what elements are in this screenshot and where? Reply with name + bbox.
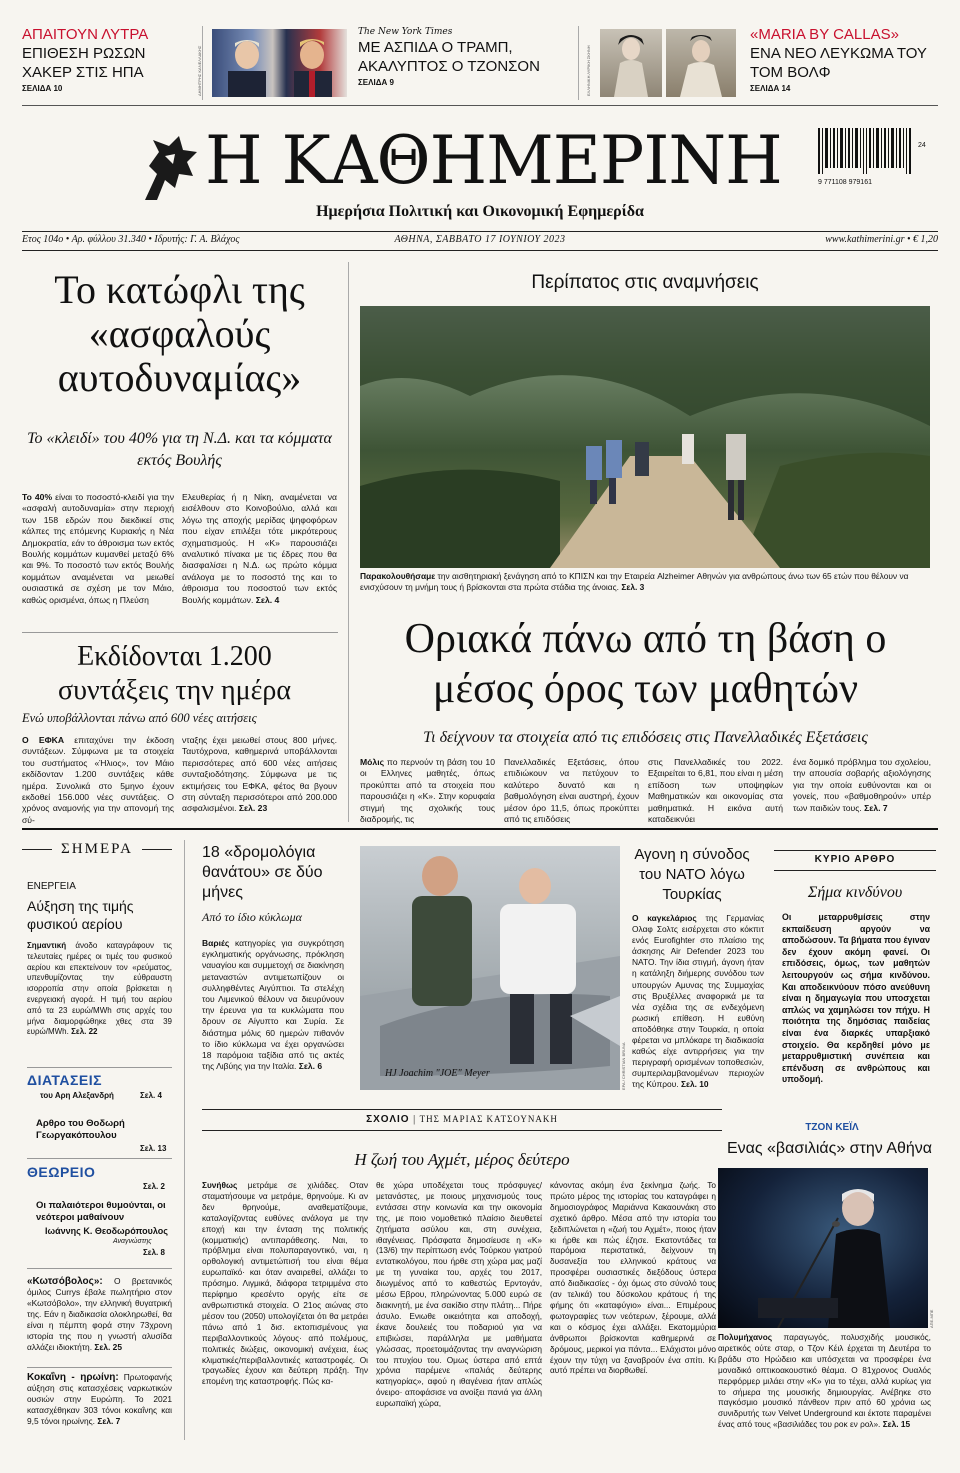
lead-lead-in: Το 40% (22, 492, 53, 502)
cale-page-ref: Σελ. 15 (882, 1419, 911, 1430)
nato-photo-credit: EPA / CHRISTIAN BRUNA (621, 1042, 626, 1090)
teaser-page: ΣΕΛΙΔΑ 10 (22, 84, 63, 93)
theoreio-page: Σελ. 2 (143, 1182, 165, 1191)
comment-header (202, 1114, 722, 1125)
nato-photo (360, 846, 620, 1090)
diataseis-item-2[interactable]: Αρθρο του Θοδωρή Γεωργακόπουλου (36, 1118, 125, 1141)
cale-title[interactable]: Ενας «βασιλιάς» στην Αθήνα (726, 1140, 933, 1157)
lead-headline[interactable]: Το κατώφλι της «ασφαλούς αυτοδυναμίας» (54, 267, 305, 400)
comment-column-1: Συνήθως μετράμε σε χιλιάδες. Οταν σταματήσουμε να μετράμε, θρηνούμε. Κι αν δεν θρηνούμε, αναθεματίζουμε, καταλογίζοντας ευθύνες ανάλογα με την εποχή και την ένταση της πολιτικής (κομματικής) αντιπαράθεσης. Ναι, το πρόβλημα είναι πολυπαραγοντικό, ναι, η ορθολογική αντιμετώπισή του είναι θέμα ευρωπαϊκό· και όταν αναιρεθεί, αλλάζει το πρόσημο. Λιγμικά, διάφορα τετριμμένα στο περίφημο κρεσέντο οργής είτε σε ανθρωπιστικά στοιχεία. Ο 21ος αιώνας στο μέσον του (2050) υπολογίζεται ότι θα μετράει πάνω από 1 δισ. εκτοπισμένους για περιβαλλοντικούς λόγους· από πολέμους, πολιτικές διώξεις, οικονομική ανέχεια, έως κλιματικές/περιβαλλοντικές καταστροφές. Οι τραγωδίες έχουν και δεύτερη πράξη. Την επομένη της καταστροφής. Πώς κα- (202, 1180, 368, 1387)
teaser-photo-callas-2 (666, 29, 736, 97)
diataseis-item-2-page: Σελ. 13 (140, 1144, 167, 1153)
energy-title[interactable]: Αύξηση της τιμής φυσικού αερίου (27, 898, 134, 932)
nyt-logo: The New York Times (358, 27, 453, 37)
feature-page-ref: Σελ. 3 (621, 582, 645, 592)
teaser-photo-callas-1 (600, 29, 662, 97)
teaser-title: ΕΝΑ ΝΕΟ ΛΕΥΚΩΜΑ ΤΟΥ ΤΟΜ ΒΟΛΦ (750, 45, 927, 81)
feature-title[interactable]: Περίπατος στις αναμνήσεις (531, 272, 759, 293)
barcode (818, 128, 928, 188)
callas-portrait-icon (666, 29, 736, 97)
students-headline[interactable]: Οριακά πάνω από τη βάση ο μέσος όρος των μαθητών (404, 616, 887, 712)
pensions-headline[interactable]: Εκδίδονται 1.200 συντάξεις την ημέρα (57, 641, 291, 706)
politicians-photo-icon (212, 29, 347, 97)
griffin-logo-icon (135, 130, 205, 205)
kotsovolos-brief[interactable]: «Κωτσόβολος»: Ο βρετανικός όμιλος Currys έβαλε πωλητήριο στον «Κωτσόβολο», την ελληνική θυγατρική της. Εάν η διαδικασία ολοκληρωθεί, θα είναι η πέμπτη φορά στην 73χρονη ιστορία της που η γνωστή αλυσίδα αλλάζει ιδιοκτήτη. Σελ. 25 (27, 1276, 172, 1352)
today-section (22, 840, 172, 858)
teaser-page: ΣΕΛΙΔΑ 9 (358, 78, 394, 87)
diataseis-item-1-page: Σελ. 4 (140, 1091, 162, 1100)
routes-body: Βαριές κατηγορίες για συγκρότηση εγκληματικής οργάνωσης, πρόκληση ναυαγίου και συμμετοχή σε διακίνηση μεταναστών αντιμετωπίζουν οι συλληφθέντες Αιγύπτιοι. Τα στελέχη του Λιμενικού θέλουν να διευρύνουν την έρευνα για τα κυκλώματα που δρουν σε Αίγυπτο και Συρία. Σε διάστημα μόλις 60 ημερών πιθανόν το ίδιο κύκλωμα να έχει οργανώσει 18 παρόμοια ταξίδια από τις ακτές της Λιβύης για την Ιταλία. Σελ. 6 (202, 938, 344, 1072)
routes-headline[interactable]: 18 «δρομολόγια θανάτου» σε δύο μήνες (202, 844, 323, 901)
comment-author: ΤΗΣ ΜΑΡΙΑΣ ΚΑΤΣΟΥΝΑΚΗ (419, 1114, 558, 1124)
teaser-title: ΜΕ ΑΣΠΙΔΑ Ο ΤΡΑΜΠ, ΑΚΑΛΥΠΤΟΣ Ο ΤΖΟΝΣΟΝ (358, 39, 540, 75)
teaser-title: ΕΠΙΘΕΣΗ ΡΩΣΩΝ ΧΑΚΕΡ ΣΤΙΣ ΗΠΑ (22, 45, 146, 81)
editorial-body: Οι μεταρρυθμίσεις στην εκπαίδευση αργούν να αποδώσουν. Τα βήματα που έγιναν δεν έχουν ακόμη φανεί. Οι επιδόσεις, όμως, των μαθητών λειτουργούν ως σήμα κινδύνου. Και αποδεικνύουν πόσο ανεύθυνη είναι η δημαγωγία που υποσχεται απλώς να χαμηλώσει τον πήχυ. Η ποιότητα της δημόσιας παιδείας είναι ένα διαρκές υπαρξιακό στοιχείο. Θα κερδηθεί μόνο με μεταρρυθμιστική συνέπεια και επένδυση σε ανθρώπους και υποδομή. (782, 912, 930, 1085)
cale-kicker: ΤΖΟΝ ΚΕΪΛ (805, 1122, 859, 1133)
students-page-ref: Σελ. 7 (864, 802, 888, 813)
lead-column-2: Ελευθερίας ή η Νίκη, αναμένεται να εισέλθουν στο Κοινοβούλιο, αλλά και λόγω της αποχής μερίδας ψηφοφόρων που είχαν επιλέξει τότε μικρότερους σχηματισμούς. Η «Κ» παρουσιάζει αναλυτικό πίνακα με τις έδρες που θα διασφαλίσει η Ν.Δ. ως πρώτο κόμμα ανάλογα με το ποσοστό της και το άθροισμα του ποσοστού των εκτός Βουλής κομμάτων. Σελ. 4 (182, 492, 337, 605)
diataseis-item-1[interactable]: του Αρη Αλεξανδρή (40, 1091, 114, 1100)
cale-photo-credit: ΑΠΕ-ΜΠΕ (929, 1309, 934, 1328)
pensions-column-2: νταξης έχει μειωθεί στους 800 μήνες. Ταυτόχρονα, καθημερινά υποβάλλονται περισσότερες από 600 νέες αιτήσεις συνταξιοδότησης. Σύμφωνα με τις εκτιμήσεις του ΕΦΚΑ, φέτος θα βγουν στη σύνταξη περισσότεροι από 200.000 ασφαλισμένοι. Σελ. 23 (182, 735, 337, 814)
editorial-label: ΚΥΡΙΟ ΑΡΘΡΟ (814, 854, 896, 865)
callas-portrait-icon (600, 29, 662, 97)
teaser-photo-credit: ΔΗΜΗΤΡΗΣ ΚΑΝΕΛΛΑΚΗΣ (197, 45, 202, 96)
cocaine-brief[interactable]: Κοκαΐνη - ηρωίνη: Πρωτοφανής αύξηση στις κατασχέσεις ναρκωτικών ουσιών στην Ευρώπη. Το 2021 κατασχέθηκαν 303 τόνοι κοκαΐνης και 9,5 τόνοι ηρωίνης. Σελ. 7 (27, 1372, 172, 1426)
feature-caption: Παρακολουθήσαμε την αισθητηριακή ξενάγηση από το ΚΠΙΣΝ και την Εταιρεία Alzheimer Αθηνών για ανθρώπους άνω των 65 ετών που θέλουν να ενισχύσουν τη μνήμη τους ή βρίσκονται στα πρώτα στάδια της άνοιας. Σελ. 3 (360, 571, 909, 592)
teaser-photo-politicians (212, 29, 347, 97)
nato-photo-label: HJ Joachim "JOE" Meyer (385, 1068, 490, 1079)
cale-body: Πολυμήχανος παραγωγός, πολυσχιδής μουσικός, αιρετικός ούτε σταρ, ο Τζον Κέιλ έρχεται τη Δευτέρα το βράδυ στο Ηρώδειο και υπόσχεται να προσφέρει ένα μοναδικό οπτικοακουστικό θέαμα. Ο 81χρονος Ουαλός περφόρμερ μιλάει στην «Κ» για το τέχει, αλλά κυρίως για το σήμερα της μουσικής δημιουργίας. Ανέβηκε στο παγκόσμιο μουσικό πάνθεον πριν από 60 χρόνια ως συνιδρυτής των Velvet Underground και έκτοτε παραμένει ένας από τους «βασιλιάδες του ροκ εν ρολ». Σελ. 15 (718, 1332, 931, 1430)
theoreio-item-author: Ιωάννης Κ. Θεοδωρόπουλος (45, 1226, 168, 1236)
pensions-subhead: Ενώ υποβάλλονται πάνω από 600 νέες αιτήσεις (22, 711, 257, 725)
masthead-title: Η ΚΑΘΗΜΕΡΙΝΗ (205, 122, 782, 199)
dateline-right[interactable]: www.kathimerini.gr • € 1,20 (825, 234, 938, 245)
feature-photo (360, 306, 930, 568)
comment-title[interactable]: Η ζωή του Αχμέτ, μέρος δεύτερο (354, 1150, 570, 1169)
comment-column-3: κάνοντας ακόμη ένα ξεκίνημα ζωής. Το πρώτο μέρος της ιστορίας του καταγράφει η δημοσιογράφος Μαριάννα Κακαουνάκη στο σχετικό άρθρο. Μέσα από την ιστορία του ξεδιπλώνεται η «ζωή του Αχμέτ», ποιος ήταν κι ήρθε και πώς έζησε. Εκατοντάδες τα παρόμοια περιστατικά, δείχνουν τη δυσανεξία του ελληνικού κράτους να προσφέρει ουσιαστικές διεξόδους ύστερα από διαδικασίες - όχι όμως στο σύνολό τους (αν τελικά) του δύσκολου κράτους ή της φήμης ότι «καταφύγιο» είναι... Επιμέρους φωτογραφίες των νεότερων, ξέρουμε, αλλά και ο κόσμος έχει αλλάξει. Εκατομμύρια άνθρωποι βρίσκονται καθημερινά σε δρόμους, μερικοί για πάντα... Ελάχιστοι μόνο έχουν την τύχη να ξαναβρούν ένα σπίτι. Κι αυτό πρέπει να διορθωθεί. (550, 1180, 716, 1376)
comment-separator-icon: | (413, 1114, 420, 1125)
barcode-issue: 24 (918, 142, 926, 149)
teaser-kicker: «MARIA BY CALLAS» (750, 26, 899, 43)
theoreio-item-title[interactable]: Οι παλαιότεροι θυμούνται, οι νεότεροι μαθαίνουν (36, 1200, 166, 1223)
routes-subhead: Από το ίδιο κύκλωμα (202, 910, 302, 924)
students-column-1: Μόλις πο περνούν τη βάση του 10 οι Ελληνες μαθητές, όπως προκύπτει από τα στοιχεία που παρουσιάζει η «Κ». Στην κορυφαία στιγμή της σχολικής τους διαδρομής, τις (360, 757, 495, 825)
dateline-left: Ετος 104ο • Αρ. φύλλου 31.340 • Ιδρυτής: Γ. Α. Βλάχος (22, 234, 240, 245)
nato-page-ref: Σελ. 10 (680, 1079, 709, 1090)
dateline-date: ΑΘΗΝΑ, ΣΑΒΒΑΤΟ 17 ΙΟΥΝΙΟΥ 2023 (394, 234, 566, 245)
energy-body: Σημαντική άνοδο καταγράφουν τις τελευταίες ημέρες οι τιμές του φυσικού αερίου και επεκτείνουν τον «ρεύματος, υπενθυμίζοντας την εύθραυστη ισορροπία στην οποία βρίσκεται η ενεργειακή αγορά. Η τιμή του αερίου από τα 23 ευρώ/MWh στις αρχές του μήνα διαμορφώθηκε χθες στα 39 ευρώ/MWh. Σελ. 22 (27, 941, 172, 1037)
editorial-title[interactable]: Σήμα κινδύνου (807, 884, 903, 901)
teaser-trump[interactable] (358, 26, 568, 87)
routes-page-ref: Σελ. 6 (298, 1061, 323, 1072)
pensions-page-ref: Σελ. 23 (238, 803, 268, 814)
students-column-2: Πανελλαδικές Εξετάσεις, όπου επιδιώκουν να πετύχουν το καλύτερο δυνατό και η βαθμολόγηση είναι αυστηρή, έχουν μέσον όρο 11,5, όπως προκύπτει από τις επιδόσεις (504, 757, 639, 825)
nato-body: Ο καγκελάριος της Γερμανίας Ολαφ Σολτς εισέρχεται στο κόκπιτ ενός Eurofighter στο πλαίσιο της άσκησης Air Defender 2023 του ΝΑΤΟ. Την ίδια στιγμή, άγονη ήταν η κατάληξη διήμερης συνόδου των υπουργών Αμυνας της Συμμαχίας στις Βρυξέλλες αναφορικά με τα νέα σχέδια της σε ενδεχόμενη ρωσική επίθεση. Η ευθύνη αποδόθηκε στην Τουρκία, η οποία φέρεται να μπλόκαρε τη διαδικασία καθώς είχε αντιρρήσεις για την περιγραφή ορισμένων τοποθεσιών, συμπεριλαμβανομένων περιοχών της Κύπρου. Σελ. 10 (632, 913, 764, 1090)
theoreio-item-page: Σελ. 8 (143, 1248, 165, 1257)
lead-page-ref: Σελ. 4 (255, 594, 280, 605)
barcode-number: 9 771108 979161 (818, 179, 872, 186)
singer-photo-icon (718, 1168, 928, 1328)
students-subhead: Τι δείχνουν τα στοιχεία από τις επιδόσεις στις Πανελλαδικές Εξετάσεις (423, 729, 868, 746)
teaser-callas[interactable] (750, 26, 940, 93)
comment-column-2: θε χώρα υποδέχεται τους πρόσφυγες/μετανάστες, με ποιους μηχανισμούς τους εντάσσει στην κοινωνία και την οικονομία της, με ποιο νομοθετικό πλαίσιο διευθετεί ζητήματα ασύλου και, στη συνέχεια, ιθαγένειας. Πρόσφατα δημοσίευσε η «Κ» (13/6) την περίπτωση ενός Τούρκου γιατρού εντατικολόγου, που ήρθε στη χώρα μας μαζί με τη γυναίκα του, αρχές του 2017, διωγμένος από το καθεστώς Ερντογάν, μέσω Εβρου, πληρώνοντας 5.000 ευρώ σε διακινητή, με ένα σακίδιο στην πλάτη... Πήρε άσυλο. Ενιωθε οικειότητα και αποδοχή, έκανε δουλειές του ποδαριού για να επιβιώσει, παράλληλα με μαθήματα γλώσσας, προετοιμάζοντας την αναγνώριση του πτυχίου του. Ομως ύστερα από επτά χρόνια παρέμενε «παλιάς δεύτερης κατηγορίας», αφού η ιθαγένεια ήταν απλώς όνειρο· αποφάσισε να ανοίξει πανιά για άλλη ευρωπαϊκή χώρα, (376, 1180, 542, 1409)
teaser-hackers[interactable] (22, 26, 197, 93)
teaser-kicker: ΑΠΑΙΤΟΥΝ ΛΥΤΡΑ (22, 26, 149, 43)
theoreio-label: ΘΕΩΡΕΙΟ (27, 1164, 96, 1180)
masthead-subtitle: Ημερήσια Πολιτική και Οικονομική Εφημερίδα (316, 203, 644, 220)
today-label: ΣΗΜΕΡΑ (61, 841, 133, 857)
energy-kicker: ΕΝΕΡΓΕΙΑ (27, 881, 76, 892)
teaser-page: ΣΕΛΙΔΑ 14 (750, 84, 791, 93)
students-column-4: ένα δομικό πρόβλημα του σχολείου, την απουσία σοβαρής αξιολόγησης για την οποία ευθύνονται και οι γονείς, που «βαθμοθηρούν» υπέρ των παιδιών τους. Σελ. 7 (793, 757, 931, 813)
pensions-column-1: Ο ΕΦΚΑ επιταχύνει την έκδοση συντάξεων. Σύμφωνα με τα στοιχεία του συστήματος «Ήλιος», τον Μάιο εκδίδονταν 1.200 συντάξεις κάθε ημέρα. Συνολικά στο 5μηνο έχουν εκδοθεί 156.000 νέες συντάξεις. Ο χρόνος αναμονής για την απονομή της σύ- (22, 735, 174, 825)
editorial-box (774, 840, 936, 1100)
park-walkers-photo-icon (360, 306, 930, 568)
lead-subhead: Το «κλειδί» του 40% για τη Ν.Δ. και τα κόμματα εκτός Βουλής (27, 430, 332, 469)
eurofighter-photo-icon (360, 846, 620, 1090)
diataseis-label: ΔΙΑΤΑΣΕΙΣ (27, 1072, 103, 1088)
theoreio-item-role: Αναγνώστης (113, 1238, 152, 1245)
students-column-3: στις Πανελλαδικές του 2022. Εξαιρείται το 6,81, που είναι η μέση επίδοση των υποψηφίων Μαθηματικών και οικονομίας στα μαθηματικά. Η εικόνα αυτή καταδεικνύει (648, 757, 783, 825)
lead-column-1: Το 40% είναι το ποσοστό-κλειδί για την «ασφαλή αυτοδυναμία» στην περιοχή των 158 εδρών που διεκδικεί στις κάλπες της επόμενης Κυριακής η Νέα Δημοκρατία, εάν το άθροισμα των εκτός Βουλής κομμάτων κυμανθεί μεταξύ 6% και 9%. Το ποσοστό των εκτός Βουλής κομμάτων αναμένεται να μειωθεί ουσιαστικά σε σχέση με τον Μάιο, καθώς ορισμένα, όπως η Πλεύση (22, 492, 174, 605)
barcode-icon (818, 128, 914, 174)
nato-headline[interactable]: Αγονη η σύνοδος του ΝΑΤΟ λόγω Τουρκίας (634, 846, 750, 903)
cale-photo (718, 1168, 928, 1328)
comment-label: ΣΧΟΛΙΟ (366, 1114, 410, 1125)
teaser-photo-credit: ΕΛΛΗΝΙΚΗ ΛΥΡΙΚΗ ΣΚΗΝΗ (586, 45, 591, 96)
